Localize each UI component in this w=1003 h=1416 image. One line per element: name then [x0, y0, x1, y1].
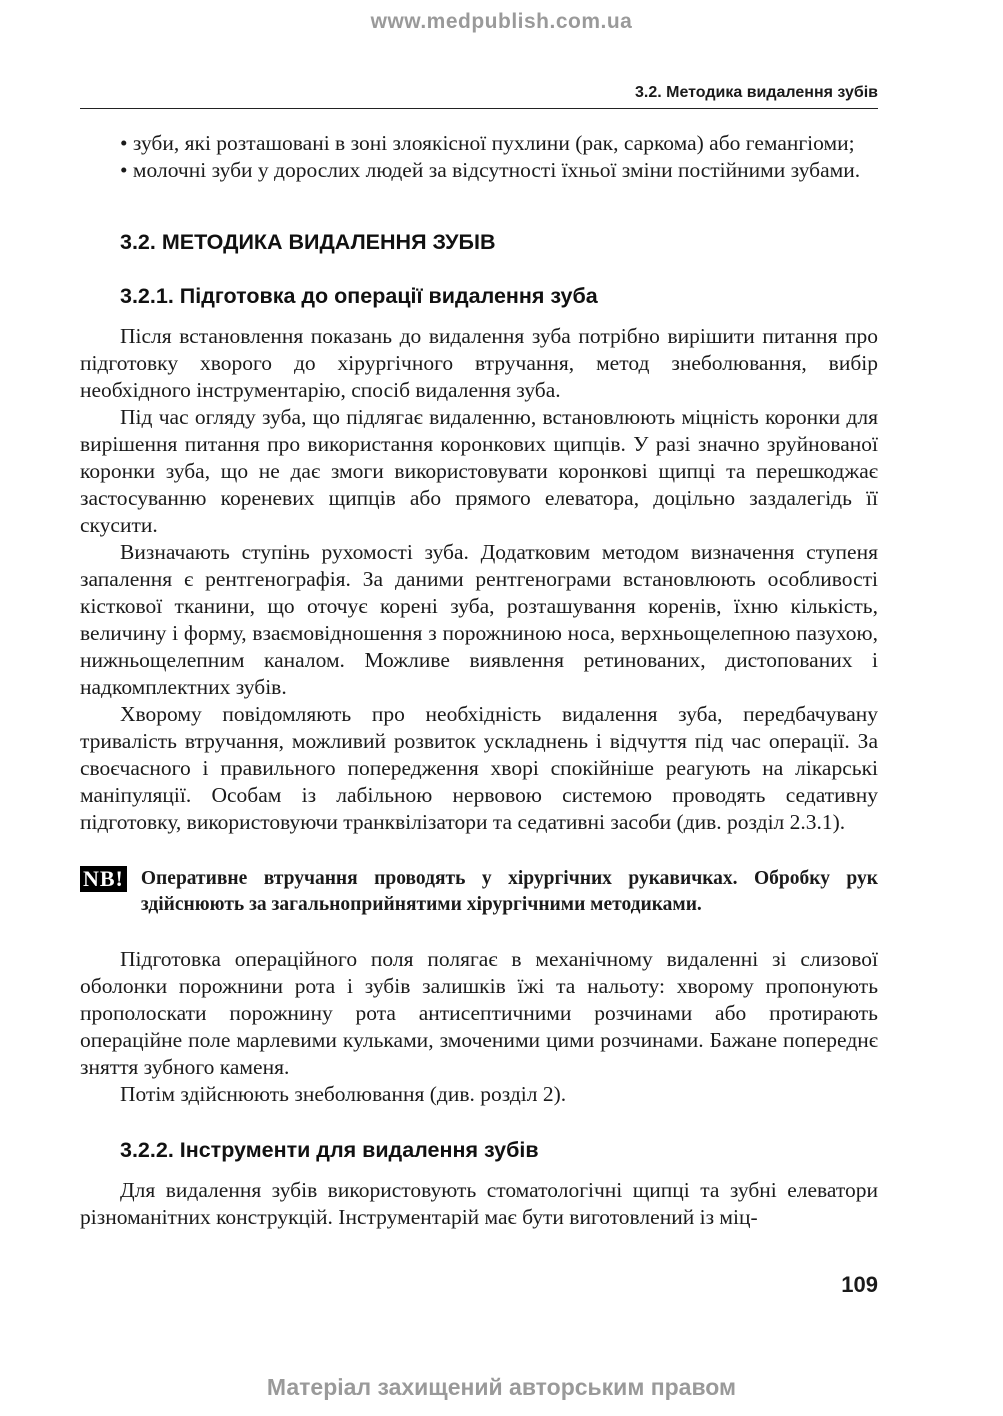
subsection-title: 3.2.2. Інструменти для видалення зубів	[120, 1138, 539, 1162]
page-number: 109	[841, 1272, 878, 1297]
watermark-bottom: Матеріал захищений авторським правом	[266, 1374, 737, 1400]
section-title: 3.2. МЕТОДИКА ВИДАЛЕННЯ ЗУБІВ	[120, 230, 496, 254]
nb-text: Оперативне втручання проводять у хірургічних рукавичках. Обробку рук здійснюють за загальноприйнятими хірургічними методиками.	[140, 868, 878, 915]
nb-badge: NB!	[80, 866, 127, 892]
bullet-item: • молочні зуби у дорослих людей за відсутності їхньої зміни постійними зубами.	[120, 158, 861, 182]
paragraph: Хворому повідомляють про необхідність видалення зуба, передбачувану тривалість втручання, можливий розвиток ускладнень і відчуття під час операції. За своєчасного і правильного попередження хворі спокійніше реагують на лікарські маніпуляції. Особам із лабільною нервовою системою проводять седативну підготовку, використовуючи транквілізатори та седативні засоби (див. розділ 2.3.1).	[80, 702, 878, 834]
running-head: 3.2. Методика видалення зубів	[635, 84, 878, 101]
paragraph: Після встановлення показань до видалення зуба потрібно вирішити питання про підготовку хворого до хірургічного втручання, метод знеболювання, вибір необхідного інструментарію, спосіб видалення зуба.	[80, 324, 878, 402]
paragraph: Для видалення зубів використовують стоматологічні щипці та зубні елеватори різноманітних конструкцій. Інструментарій має бути виготовлений із міц-	[80, 1178, 878, 1229]
page-content	[80, 130, 878, 1231]
header-rule	[80, 108, 878, 109]
subsection-title: 3.2.1. Підготовка до операції видалення зуба	[120, 284, 598, 308]
watermark-top: www.medpublish.com.ua	[370, 10, 633, 33]
paragraph: Потім здійснюють знеболювання (див. розділ 2).	[120, 1082, 567, 1106]
nb-callout	[80, 866, 878, 918]
paragraph: Під час огляду зуба, що підлягає видаленню, встановлюють міцність коронки для вирішення питання про використання коронкових щипців. У разі значно зруйнованої коронки зуба, що не дає змоги використовувати коронкові щипці та перешкоджає застосуванню кореневих щипців або прямого елеватора, доцільно заздалегідь її скусити.	[80, 405, 878, 537]
paragraph: Визначають ступінь рухомості зуба. Додатковим методом визначення ступеня запалення є рентгенографія. За даними рентгенограми встановлюють особливості кісткової тканини, що оточує корені зуба, розташування коренів, їхню кількість, величину і форму, взаємовідношення з порожниною носа, верхньощелепною пазухою, нижньощелепним каналом. Можливе виявлення ретинованих, дистопованих і надкомплектних зубів.	[80, 540, 878, 699]
paragraph: Підготовка операційного поля полягає в механічному видаленні зі слизової оболонки порожнини рота і зубів залишків їжі та нальоту: хворому пропонують прополоскати порожнину рота антисептичними розчинами або протирають операційне поле марлевими кульками, змоченими цими розчинами. Бажане попереднє зняття зубного каменя.	[80, 947, 878, 1079]
bullet-item: • зуби, які розташовані в зоні злоякісної пухлини (рак, саркома) або гемангіоми;	[120, 131, 855, 155]
